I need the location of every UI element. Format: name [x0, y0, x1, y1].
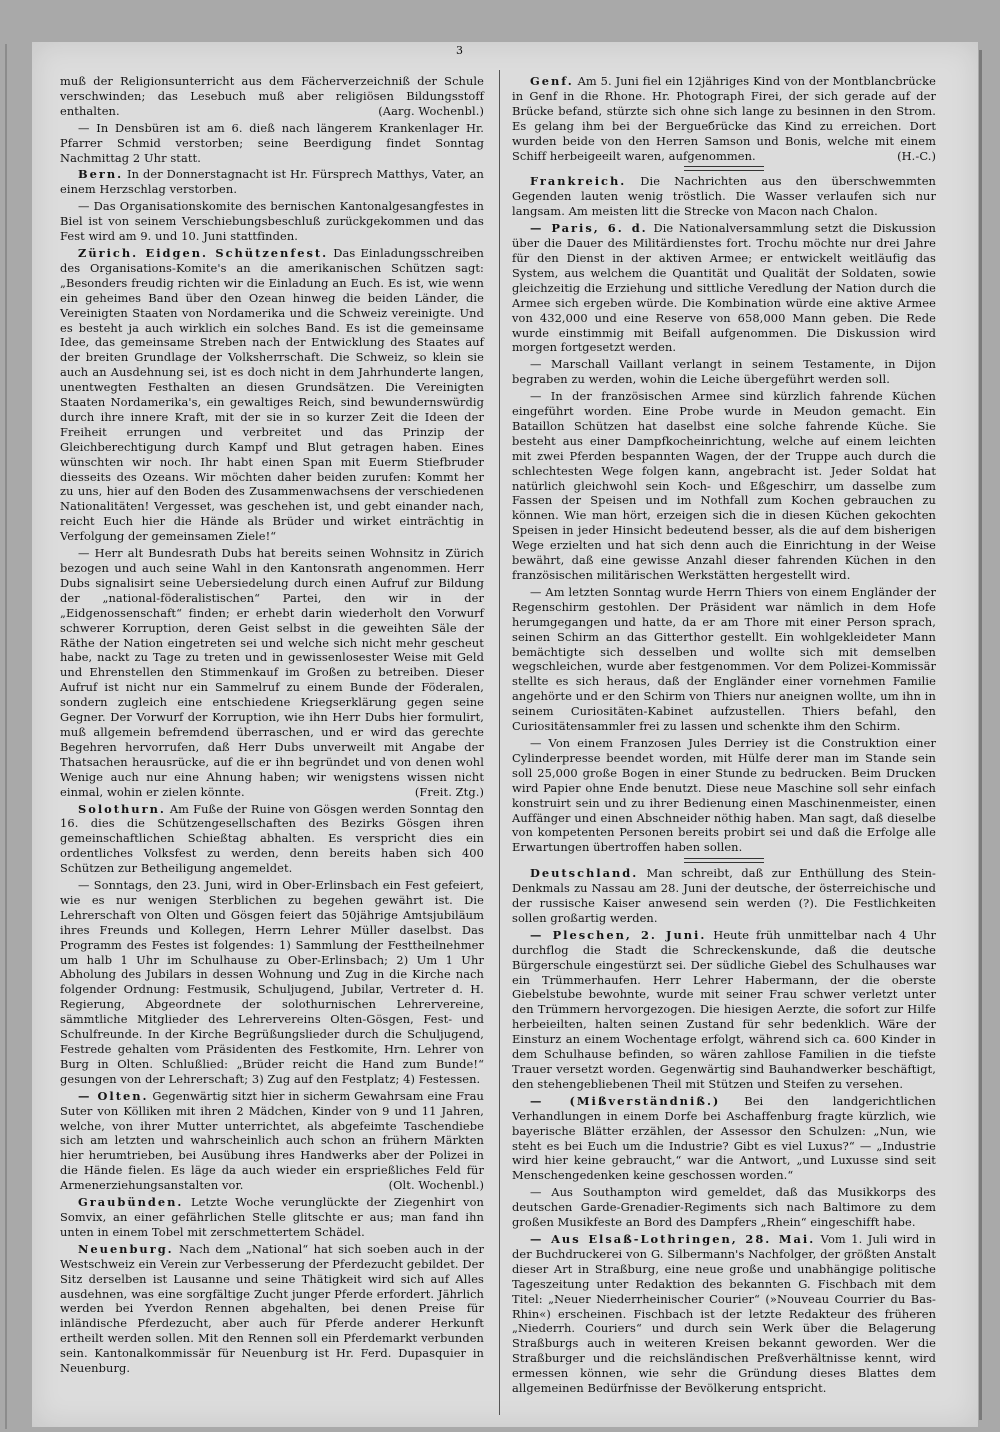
article-text: Das Einladungsschreiben des Organisations-Komite's an die amerikanischen Schützen sagt: „Besonders freudig richten wir die Einladung an Euch. Es ist, wie wenn ein geheimes Band über den Ozean hinweg die beiden Länder, die Vereinigten Staaten von Nordamerika und die Schweiz vereinigte. Und es besteht ja auch wirklich ein solches Band. Es ist die gemeinsame Idee, das gemeinsame Streben nach der Entwicklung des Staates auf der breiten Grundlage der Volksherrschaft. Die Schweiz, so klein sie auch an Ausdehnung sei, ist es doch nicht in dem Jahrhunderte langen, unentwegten Festhalten an diesen Grundsätzen. Die Vereinigten Staaten Nordamerika's, ein gewaltiges Reich, sind bewundernswürdig durch ihre innere Kraft, mit der sie in so kurzer Zeit die Ideen der Freiheit errungen und verbreitet und das Prinzip der Gleichberechtigung durch Kampf und Blut getragen haben. Eines wünschten wir noch. Ihr habt einen Span mit Euerm Stiefbruder diesseits des Ozeans. Wir möchten daher beiden zurufen: Kommt her zu uns, hier auf den Boden des Zusammenwachsens der verschiedenen Nationalitäten! Vergesset, was geschehen ist, und gebt einander nach, reicht Euch hier die Hände als Brüder und wirket einträchtig in Verfolgung der gemeinsamen Ziele!“ — [60, 245, 484, 544]
article-elsass — [512, 1232, 936, 1396]
article-kuechen — [512, 389, 936, 583]
article-heading: — Aus Elsaß-Lothringen, 28. Mai. — [530, 1231, 816, 1246]
article-heading: Frankreich. — [530, 174, 627, 189]
article-dubs — [60, 546, 484, 799]
article-derriey — [512, 736, 936, 855]
article-neuenburg — [60, 1242, 484, 1376]
article-solothurn2 — [60, 878, 484, 1087]
article-solothurn1 — [60, 802, 484, 877]
article-text: Die Nationalversammlung setzt die Diskussion über die Dauer des Militärdienstes fort. Trochu möchte nur drei Jahre für den Dienst in der aktiven Armee; er entwickelt weitläufig das System, aus welchem die Quantität und Qualität der Soldaten, sowie gleichzeitig die Erziehung und sittliche Veredlung der Nation durch die Armee sich ergeben würde. Die Kombination würde eine aktive Armee von 432,000 und eine Reserve von 658,000 Mann geben. Die Rede wurde einstimmig mit Beifall aufgenommen. Die Diskussion wird morgen fortgesetzt werden. — [512, 221, 936, 355]
article-genf — [512, 74, 936, 163]
article-bern2 — [60, 199, 484, 244]
left-column — [60, 74, 484, 1378]
article-text: — Sonntags, den 23. Juni, wird in Ober-Erlinsbach ein Fest gefeiert, wie es nur wenigen Sterblichen zu begehen gewährt ist. Die Lehrerschaft von Olten und Gösgen feiert das 50jährige Amtsjubiläum ihres Freunds und Kollegen, Herrn Lehrer Müller daselbst. Das Programm des Festes ist folgendes: 1) Sammlung der Festtheilnehmer um halb 1 Uhr im Schulhause zu Ober-Erlinsbach; 2) Um 1 Uhr Abholung des Jubilars in dessen Wohnung und Zug in die Kirche nach folgender Ordnung: Festmusik, Schuljugend, Jubilar, Vertreter d. H. Regierung, Abgeordnete der solothurnischen Lehrervereine, sämmtliche Mitglieder des Lehrervereins Olten-Gösgen, Fest- und Schulfreunde. In der Kirche Begrüßungslieder durch die Schuljugend, Festrede gehalten vom Präsidenten des Festkomite, Hrn. Lehrer von Burg in Olten. Schlußlied: „Brüder reicht die Hand zum Bunde!“ gesungen von der Lehrerschaft; 3) Zug auf den Festplatz; 4) Festessen. — [60, 878, 484, 1086]
article-pleschen — [512, 928, 936, 1092]
article-text: Vom 1. Juli wird in der Buchdruckerei von G. Silbermann's Nachfolger, der größten Anstalt dieser Art in Straßburg, eine neue große und unabhängige politische Tageszeitung unter Redaktion des bekannten G. Fischbach mit dem Titel: „Neuer Niederrheinischer Courier“ (»Nouveau Courrier du Bas-Rhin«) erscheinen. Fischbach ist der letzte Redakteur des früheren „Niederrh. Couriers“ und durch sein Werk über die Belagerung Straßburgs auch in weiteren Kreisen bekannt geworden. Wer die Straßburger und die reichsländischen Preßverhältnisse kennt, wird ermessen können, wie sehr die Gründung dieses Blattes dem allgemeinen Bedürfnisse der Bevölkerung entspricht. — [512, 1231, 936, 1396]
article-text: Am Fuße der Ruine von Gösgen werden Sonntag den 16. dies die Schützengesellschaften des Bezirks Gösgen ihren gemeinschaftlichen Schießtag abhalten. Es verspricht dies ein ordentliches Volksfest zu werden, denn bereits haben sich 400 Schützen zur Betheiligung angemeldet. — [60, 801, 484, 876]
article-text: Heute früh unmittelbar nach 4 Uhr durchflog die Stadt die Schreckenskunde, daß die deutsche Bürgerschule eingestürzt sei. Der südliche Giebel des Schulhauses war ein Trümmerhaufen. Herr Lehrer Habermann, der die oberste Giebelstube bewohnte, wurde mit seiner Frau schwer verletzt unter den Trümmern hervorgezogen. Die hiesigen Aerzte, die sofort zur Hilfe herbeieilten, halten seinen Zustand für sehr bedenklich. Wäre der Einsturz an einem Wochentage erfolgt, während sich ca. 600 Kinder in dem Schulhause befinden, so wären zahllose Familien in die tiefste Trauer versetzt worden. Gegenwärtig sind Bauhandwerker beschäftigt, den stehengebliebenen Theil mit Stützen und Steifen zu versehen. — [512, 927, 937, 1091]
article-source: (Aarg. Wochenbl.) — [378, 103, 484, 118]
article-heading: Solothurn. — [78, 801, 166, 816]
article-text: — Herr alt Bundesrath Dubs hat bereits seinen Wohnsitz in Zürich bezogen und auch seine Wahl in den Kantonsrath angenommen. Herr Dubs signalisirt seine Uebersiedelung durch einen Aufruf zur Bildung der „national-föderalistischen“ Partei, den wir in der „Eidgenossenschaft“ finden; er erhebt darin wiederholt den Vorwurf schwerer Korruption, deren Geist selbst in die geweihten Säle der Räthe der Nation eingetreten sei und welche sich nicht mehr gescheut habe, nackt zu Tage zu treten und in gewissenlosester Weise mit Geld und Ehrenstellen den Stimmenkauf im Großen zu betreiben. Dieser Aufruf ist nicht nur ein Sammelruf zu einem Bunde der Föderalen, sondern zugleich eine entschiedene Kriegserklärung gegen seine Gegner. Der Vorwurf der Korruption, wie ihn Herr Dubs hier formulirt, muß allgemein befremdend überraschen, und er wird das gerechte Begehren hervorrufen, daß Herr Dubs unverweilt mit Angabe der Thatsachen herausrücke, auf die er ihn begründet und von denen wohl Wenige auch nur eine Ahnung haben; wir wenigstens wissen nicht einmal, wohin er zielen könnte. — [60, 546, 484, 799]
article-heading: — (Mißverständniß.) — [530, 1093, 721, 1108]
article-source: (Freit. Ztg.) — [414, 784, 484, 799]
article-heading: — Olten. — [78, 1088, 149, 1103]
article-text: — Aus Southampton wird gemeldet, daß das Musikkorps des deutschen Garde-Grenadier-Regiments sich nach Baltimore zu dem großen Musikfeste an Bord des Dampfers „Rhein“ eingeschifft habe. — [512, 1185, 936, 1230]
article-intro — [60, 74, 484, 119]
article-text: — Von einem Franzosen Jules Derriey ist die Construktion einer Cylinderpresse beendet worden, mit Hülfe derer man im Stande sein soll 25,000 große Bogen in einer Stunde zu bedrucken. Beim Drucken wird Papier ohne Ende benutzt. Diese neue Maschine soll sehr einfach konstruirt sein und zu ihrer Bedienung einen Maschinenmeister, einen Auffänger und einen Abschneider nöthig haben. Man sagt, daß dieselbe von kompetenten Personen bereits probirt sei und daß die Erfolge alle Erwartungen übertroffen haben sollen. — [512, 735, 936, 855]
article-vaillant — [512, 357, 936, 387]
right-column — [512, 74, 936, 1398]
article-bern1 — [60, 167, 484, 197]
article-deutschland — [512, 866, 936, 926]
article-heading: Zürich. Eidgen. Schützenfest. — [78, 245, 329, 260]
article-heading: Genf. — [530, 74, 574, 88]
article-text: — In der französischen Armee sind kürzlich fahrende Küchen eingeführt worden. Eine Probe wurde in Meudon gemacht. Ein Bataillon Schützen hat daselbst eine solche fahrende Küche. Sie besteht aus einer Dampfkocheinrichtung, welche auf einem leichten mit zwei Pferden bespannten Wagen, der der Truppe auch durch die schlechtesten Wege folgen kann, angebracht ist. Jeder Soldat hat natürlich gleichwohl sein Koch- und Eßgeschirr, um dasselbe zum Fassen der Speisen und im Nothfall zum Kochen gebrauchen zu können. Wie man hört, erzeigen sich die in diesen Küchen gekochten Speisen in jeder Hinsicht bedeutend besser, als die auf dem bisherigen Wege erzielten und hat sich denn auch die Einrichtung in der Weise bewährt, daß eine gewisse Anzahl dieser fahrenden Küchen in den französischen militärischen Werkstätten hergestellt wird. — [512, 389, 936, 582]
article-text: Letzte Woche verunglückte der Ziegenhirt von Somvix, an einer gefährlichen Stelle glitschte er aus; man fand ihn unten in einem Tobel mit zerschmettertem Schädel. — [60, 1195, 484, 1239]
article-text: In der Donnerstagnacht ist Hr. Fürsprech Matthys, Vater, an einem Herzschlag verstorben. — [60, 167, 484, 197]
article-text: — Am letzten Sonntag wurde Herrn Thiers von einem Engländer der Regenschirm gestohlen. Der Präsident war nämlich in dem Hofe herumgegangen und hatte, da er am Thore mit einer Person sprach, seinen Schirm an das Gitterthor gestellt. Ein wohlgekleideter Mann bemächtigte sich desselben und wollte sich mit demselben wegschleichen, wurde aber festgenommen. Vor dem Polizei-Kommissär stellte es sich heraus, daß der Engländer einer vornehmen Familie angehörte und er den Schirm von Thiers nur aneignen wollte, um ihn in seinem Curiositäten-Kabinet aufzustellen. Thiers befahl, den Curiositätensammler frei zu lassen und schenkte ihm den Schirm. — [512, 584, 936, 734]
scan-edge-left — [5, 44, 7, 1429]
article-text: — Das Organisationskomite des bernischen Kantonalgesangfestes in Biel ist von seinem Verschiebungsbeschluß zurückgekommen und das Fest wird am 9. und 10. Juni stattfinden. — [60, 199, 484, 244]
section-separator — [684, 858, 764, 863]
article-graubuenden — [60, 1195, 484, 1240]
article-text: Bei den landgerichtlichen Verhandlungen in einem Dorfe bei Aschaffenburg fragte kürzlich, wie bayerische Blätter erzählen, der Assessor den Schulzen: „Nun, wie steht es bei Euch um die Industrie? Gibt es viel Luxus?“ — „Industrie wird hier keine gebraucht,“ war die Antwort, „und Luxusse sind seit Menschengedenken keine geschossen worden.“ — [512, 1093, 936, 1183]
page-marker: 3 — [456, 44, 463, 57]
article-heading: Deutschland. — [530, 866, 639, 881]
article-densbueren — [60, 121, 484, 166]
article-text: Am 5. Juni fiel ein 12jähriges Kind von der Montblancbrücke in Genf in die Rhone. Hr. Photograph Firei, der sich gerade auf der Brücke befand, stürzte sich ohne sich lange zu besinnen in den Strom. Es gelang ihm bei der Bergueбrücke das Kind zu erreichen. Dort wurden beide von den Herren Samson und Bonis, welche mit einem Schiff herbeigeeilt waren, aufgenommen. — [512, 74, 936, 163]
article-heading: Graubünden. — [78, 1195, 184, 1210]
scan-edge-right — [979, 50, 982, 1420]
article-heading: — Pleschen, 2. Juni. — [530, 927, 707, 942]
article-heading: Neuenburg. — [78, 1241, 174, 1256]
article-heading: Bern. — [78, 167, 124, 182]
article-olten — [60, 1089, 484, 1193]
article-source: (H.-C.) — [897, 148, 936, 163]
article-zuerich — [60, 246, 484, 544]
article-text: muß der Religionsunterricht aus dem Fächerverzeichniß der Schule verschwinden; das Lesebuch muß aber religiösen Bildungsstoff enthalten. — [60, 74, 484, 118]
article-heading: — Paris, 6. d. — [530, 221, 648, 236]
article-southampton — [512, 1185, 936, 1230]
article-frankreich — [512, 174, 936, 219]
column-rule — [499, 70, 500, 1415]
article-missverstaendnis — [512, 1094, 936, 1183]
article-text: — Marschall Vaillant verlangt in seinem Testamente, in Dijon begraben zu werden, wohin die Leiche übergeführt werden soll. — [512, 357, 936, 387]
article-source: (Olt. Wochenbl.) — [388, 1178, 484, 1193]
article-text: Gegenwärtig sitzt hier in sicherm Gewahrsam eine Frau Suter von Kölliken mit ihren 2 Mädchen, Kinder von 9 und 11 Jahren, welche, von ihrer Mutter unterrichtet, als abgefeimte Taschendiebe sich am letzten und wahrscheinlich auch schon an frühern Märkten hier herumtrieben, bei Ausübung ihres Handwerks aber der Polizei in die Hände fielen. Es läge da auch wieder ein ersprießliches Feld für Armenerziehungsanstalten vor. — [60, 1088, 484, 1193]
article-text: — In Densbüren ist am 6. dieß nach längerem Krankenlager Hr. Pfarrer Schmid verstorben; seine Beerdigung findet Sonntag Nachmittag 2 Uhr statt. — [60, 120, 484, 165]
section-separator — [684, 166, 764, 171]
newspaper-page — [32, 42, 978, 1427]
article-thiers — [512, 585, 936, 734]
article-text: Die Nachrichten aus den überschwemmten Gegenden lauten wenig tröstlich. Die Wasser verlaufen sich nur langsam. Am meisten litt die Strecke von Macon nach Chalon. — [512, 174, 936, 219]
article-text: Nach dem „National“ hat sich soeben auch in der Westschweiz ein Verein zur Verbesserung der Pferdezucht gebildet. Der Sitz derselben ist Lausanne und seine Thätigkeit wird sich auf Alles ausdehnen, was eine sorgfältige Zucht junger Pferde erfordert. Jährlich werden bei Yverdon Rennen abgehalten, bei denen Preise für inländische Pferdezucht, aber auch für Pferde anderer Herkunft ertheilt werden sollen. Mit den Rennen soll ein Pferdemarkt verbunden sein. Kantonalkommissär für Neuenburg ist Hr. Ferd. Dupasquier in Neuenburg. — [60, 1241, 484, 1376]
article-text: Man schreibt, daß zur Enthüllung des Stein-Denkmals zu Nassau am 28. Juni der deutsche, der österreichische und der russische Kaiser anwesend sein werden (?). Die Festlichkeiten sollen großartig werden. — [512, 866, 936, 925]
article-paris — [512, 221, 936, 355]
